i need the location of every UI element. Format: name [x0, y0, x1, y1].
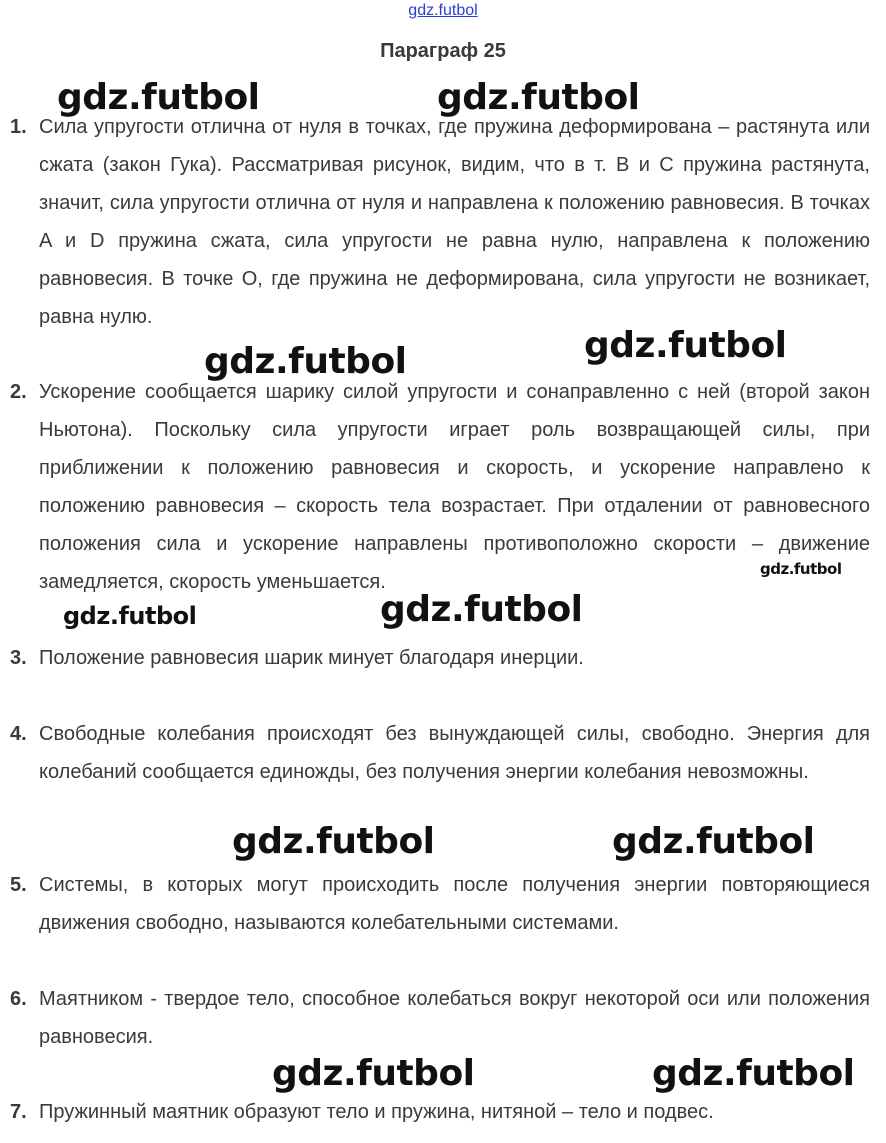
- list-item-3: [10, 639, 870, 677]
- watermark: gdz.futbol: [652, 1053, 855, 1094]
- list-item-2: [10, 373, 870, 601]
- page-title: Параграф 25: [380, 40, 506, 62]
- item-number: 5.: [10, 874, 27, 896]
- item-text: Пружинный маятник образуют тело и пружина, нитяной – тело и подвес.: [39, 1101, 714, 1123]
- item-text: Положение равновесия шарик минует благодаря инерции.: [39, 647, 584, 669]
- watermark: gdz.futbol: [437, 77, 640, 118]
- item-text: Ускорение сообщается шарику силой упругости и сонаправленно с ней (второй закон Ньютона). Поскольку сила упругости играет роль возвращающей силы, при приближении к положению равновесия и скорость, и ускорение направлено к положению равновесия – скорость тела возрастает. При отдалении от равновесного положения сила и ускорение направлены противоположно скорости – движение замедляется, скорость уменьшается.: [39, 381, 870, 593]
- item-number: 2.: [10, 381, 27, 403]
- watermark: gdz.futbol: [380, 589, 583, 630]
- item-number: 6.: [10, 988, 27, 1010]
- item-number: 3.: [10, 647, 27, 669]
- watermark: gdz.futbol: [584, 325, 787, 366]
- list-item-5: [10, 866, 870, 942]
- watermark: gdz.futbol: [272, 1053, 475, 1094]
- watermark: gdz.futbol: [760, 560, 842, 578]
- item-number: 7.: [10, 1101, 27, 1123]
- watermark: gdz.futbol: [57, 77, 260, 118]
- item-text: Свободные колебания происходят без вынуждающей силы, свободно. Энергия для колебаний сообщается единожды, без получения энергии колебания невозможны.: [39, 723, 870, 783]
- list-item-4: [10, 715, 870, 791]
- item-number: 4.: [10, 723, 27, 745]
- item-text: Системы, в которых могут происходить после получения энергии повторяющиеся движения свободно, называются колебательными системами.: [39, 874, 870, 934]
- watermark: gdz.futbol: [63, 602, 197, 630]
- site-link[interactable]: gdz.futbol: [408, 2, 478, 19]
- list-item-1: [10, 108, 870, 336]
- watermark: gdz.futbol: [232, 821, 435, 862]
- item-number: 1.: [10, 116, 27, 138]
- watermark: gdz.futbol: [612, 821, 815, 862]
- list-item-6: [10, 980, 870, 1056]
- list-item-7: [10, 1093, 870, 1131]
- item-text: Маятником - твердое тело, способное колебаться вокруг некоторой оси или положения равновесия.: [39, 988, 870, 1048]
- watermark: gdz.futbol: [204, 341, 407, 382]
- item-text: Сила упругости отлична от нуля в точках, где пружина деформирована – растянута или сжата (закон Гука). Рассматривая рисунок, видим, что в т. B и C пружина растянута, значит, сила упругости отлична от нуля и направлена к положению равновесия. В точках A и D пружина сжата, сила упругости не равна нулю, направлена к положению равновесия. В точке O, где пружина не деформирована, сила упругости не возникает, равна нулю.: [39, 116, 870, 328]
